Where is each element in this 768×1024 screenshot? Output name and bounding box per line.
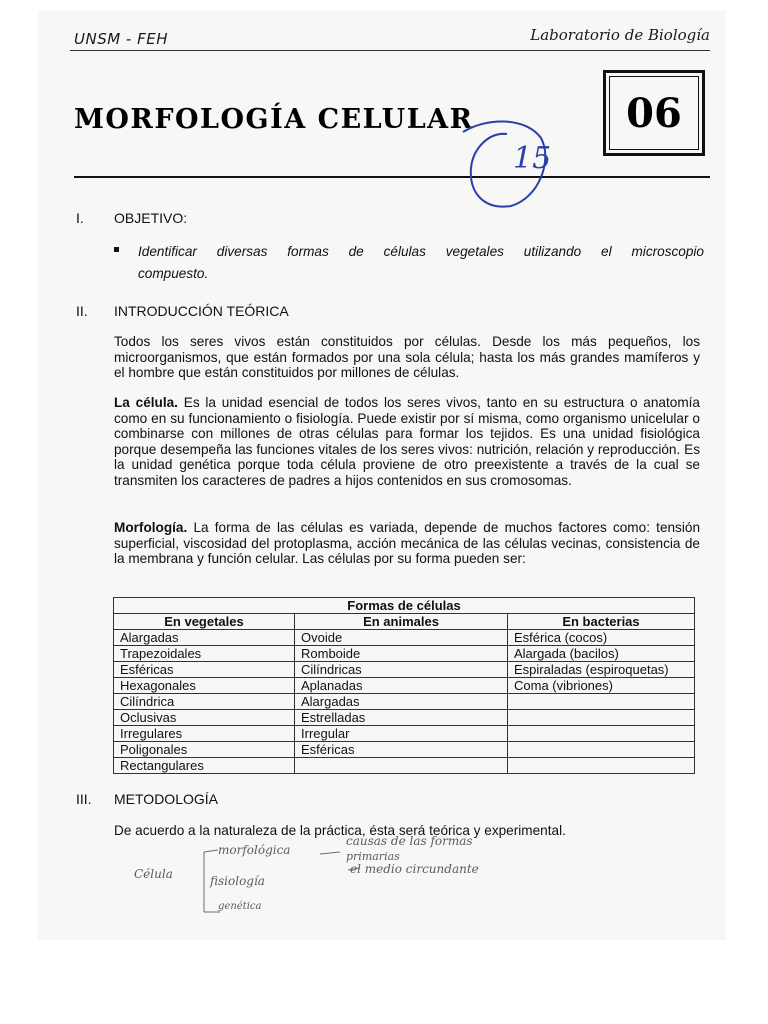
table-cell: Aplanadas [295,678,508,694]
table-cell: Trapezoidales [114,646,295,662]
table-row [114,694,695,710]
methodology-text: De acuerdo a la naturaleza de la práctica, ésta será teórica y experimental. [114,823,566,838]
section-title: OBJETIVO: [114,210,188,226]
table-row [114,710,695,726]
section-title: INTRODUCCIÓN TEÓRICA [114,303,289,319]
table-cell: Irregular [295,726,508,742]
table-cell: Alargadas [295,694,508,710]
table-cell: Coma (vibriones) [508,678,695,694]
section-numeral: II. [76,303,88,319]
handwritten-fisiologia: fisiología [210,874,265,888]
grade-mark-circle [455,112,555,212]
handwritten-medio: el medio circundante [350,862,479,876]
table-cell: Esféricas [295,742,508,758]
handwritten-primarias: primarias [346,850,400,863]
table-row [114,742,695,758]
handwritten-causas: causas de las formas [346,834,473,848]
morfologia-label: Morfología. [114,520,188,535]
table-row [114,662,695,678]
section-title: METODOLOGÍA [114,791,218,807]
table-cell: Espiraladas (espiroquetas) [508,662,695,678]
table-cell: Alargada (bacilos) [508,646,695,662]
table-row [114,758,695,774]
table-header: En vegetales [114,614,295,630]
table-cell: Cilíndrica [114,694,295,710]
morfologia-paragraph [114,520,700,567]
table-row [114,646,695,662]
table-cell: Estrelladas [295,710,508,726]
table-cell [295,758,508,774]
lab-header: Laboratorio de Biología [530,26,710,44]
celula-text: Es la unidad esencial de todos los seres vivos, tanto en su estructura o anatomía como en su funcionamiento o fisiología. Puede existir por sí misma, como organismo unicelular o combinarse con millones de otras células para formar los tejidos. Es una unidad fisiológica porque desempeña las funciones vitales de los seres vivos: nutrición, relación y reproducción. Es la unidad genética porque toda célula proviene de otro preexistente a través de la cual se transmiten los caracteres de padres a hijos contenidos en sus cromosomas. [114,395,700,488]
table-cell: Esférica (cocos) [508,630,695,646]
morfologia-text: La forma de las células es variada, depende de muchos factores como: tensión superficial, viscosidad del protoplasma, acción mecánica de las células vecinas, consistencia de la membrana y función celular. Las células por su forma pueden ser: [114,520,700,567]
table-header: En bacterias [508,614,695,630]
table-cell: Irregulares [114,726,295,742]
table-cell: Ovoide [295,630,508,646]
section-objetivo [76,210,376,228]
table-cell: Rectangulares [114,758,295,774]
table-cell [508,694,695,710]
section-metodologia [76,791,476,809]
objective-bullet [114,241,704,285]
practice-number-box [603,70,705,156]
table-cell: Esféricas [114,662,295,678]
header-rule [70,50,710,51]
table-cell [508,710,695,726]
table-cell: Hexagonales [114,678,295,694]
practice-number: 06 [626,89,682,137]
celula-paragraph [114,395,700,489]
bullet-icon [114,247,119,252]
table-row [114,726,695,742]
grade-mark: 15 [513,141,552,176]
section-numeral: I. [76,210,84,226]
table-row [114,630,695,646]
title-rule [74,176,710,178]
celula-label: La célula. [114,395,178,410]
handwritten-celula: Célula [134,867,173,881]
handwritten-morfologica: morfológica [218,843,291,857]
table-cell [508,758,695,774]
objective-text: Identificar diversas formas de células vegetales utilizando el microscopio compuesto. [138,244,704,281]
section-numeral: III. [76,791,92,807]
table-caption: Formas de células [114,598,695,614]
table-row [114,678,695,694]
intro-paragraph: Todos los seres vivos están constituidos por células. Desde los más pequeños, los microorganismos, que están formados por una sola célula; hasta los más grandes mamíferos y el hombre que están constituidos por millones de células. [114,334,700,381]
table-cell: Cilíndricas [295,662,508,678]
table-cell [508,726,695,742]
cell-forms-table [113,597,695,774]
page-title: MORFOLOGÍA CELULAR [74,104,474,135]
table-header: En animales [295,614,508,630]
section-introduccion [76,303,476,321]
table-cell: Oclusivas [114,710,295,726]
table-cell: Poligonales [114,742,295,758]
table-cell: Romboide [295,646,508,662]
institution-header: UNSM - FEH [74,30,168,48]
table-cell [508,742,695,758]
table-cell: Alargadas [114,630,295,646]
handwritten-genetica: genética [218,901,262,912]
